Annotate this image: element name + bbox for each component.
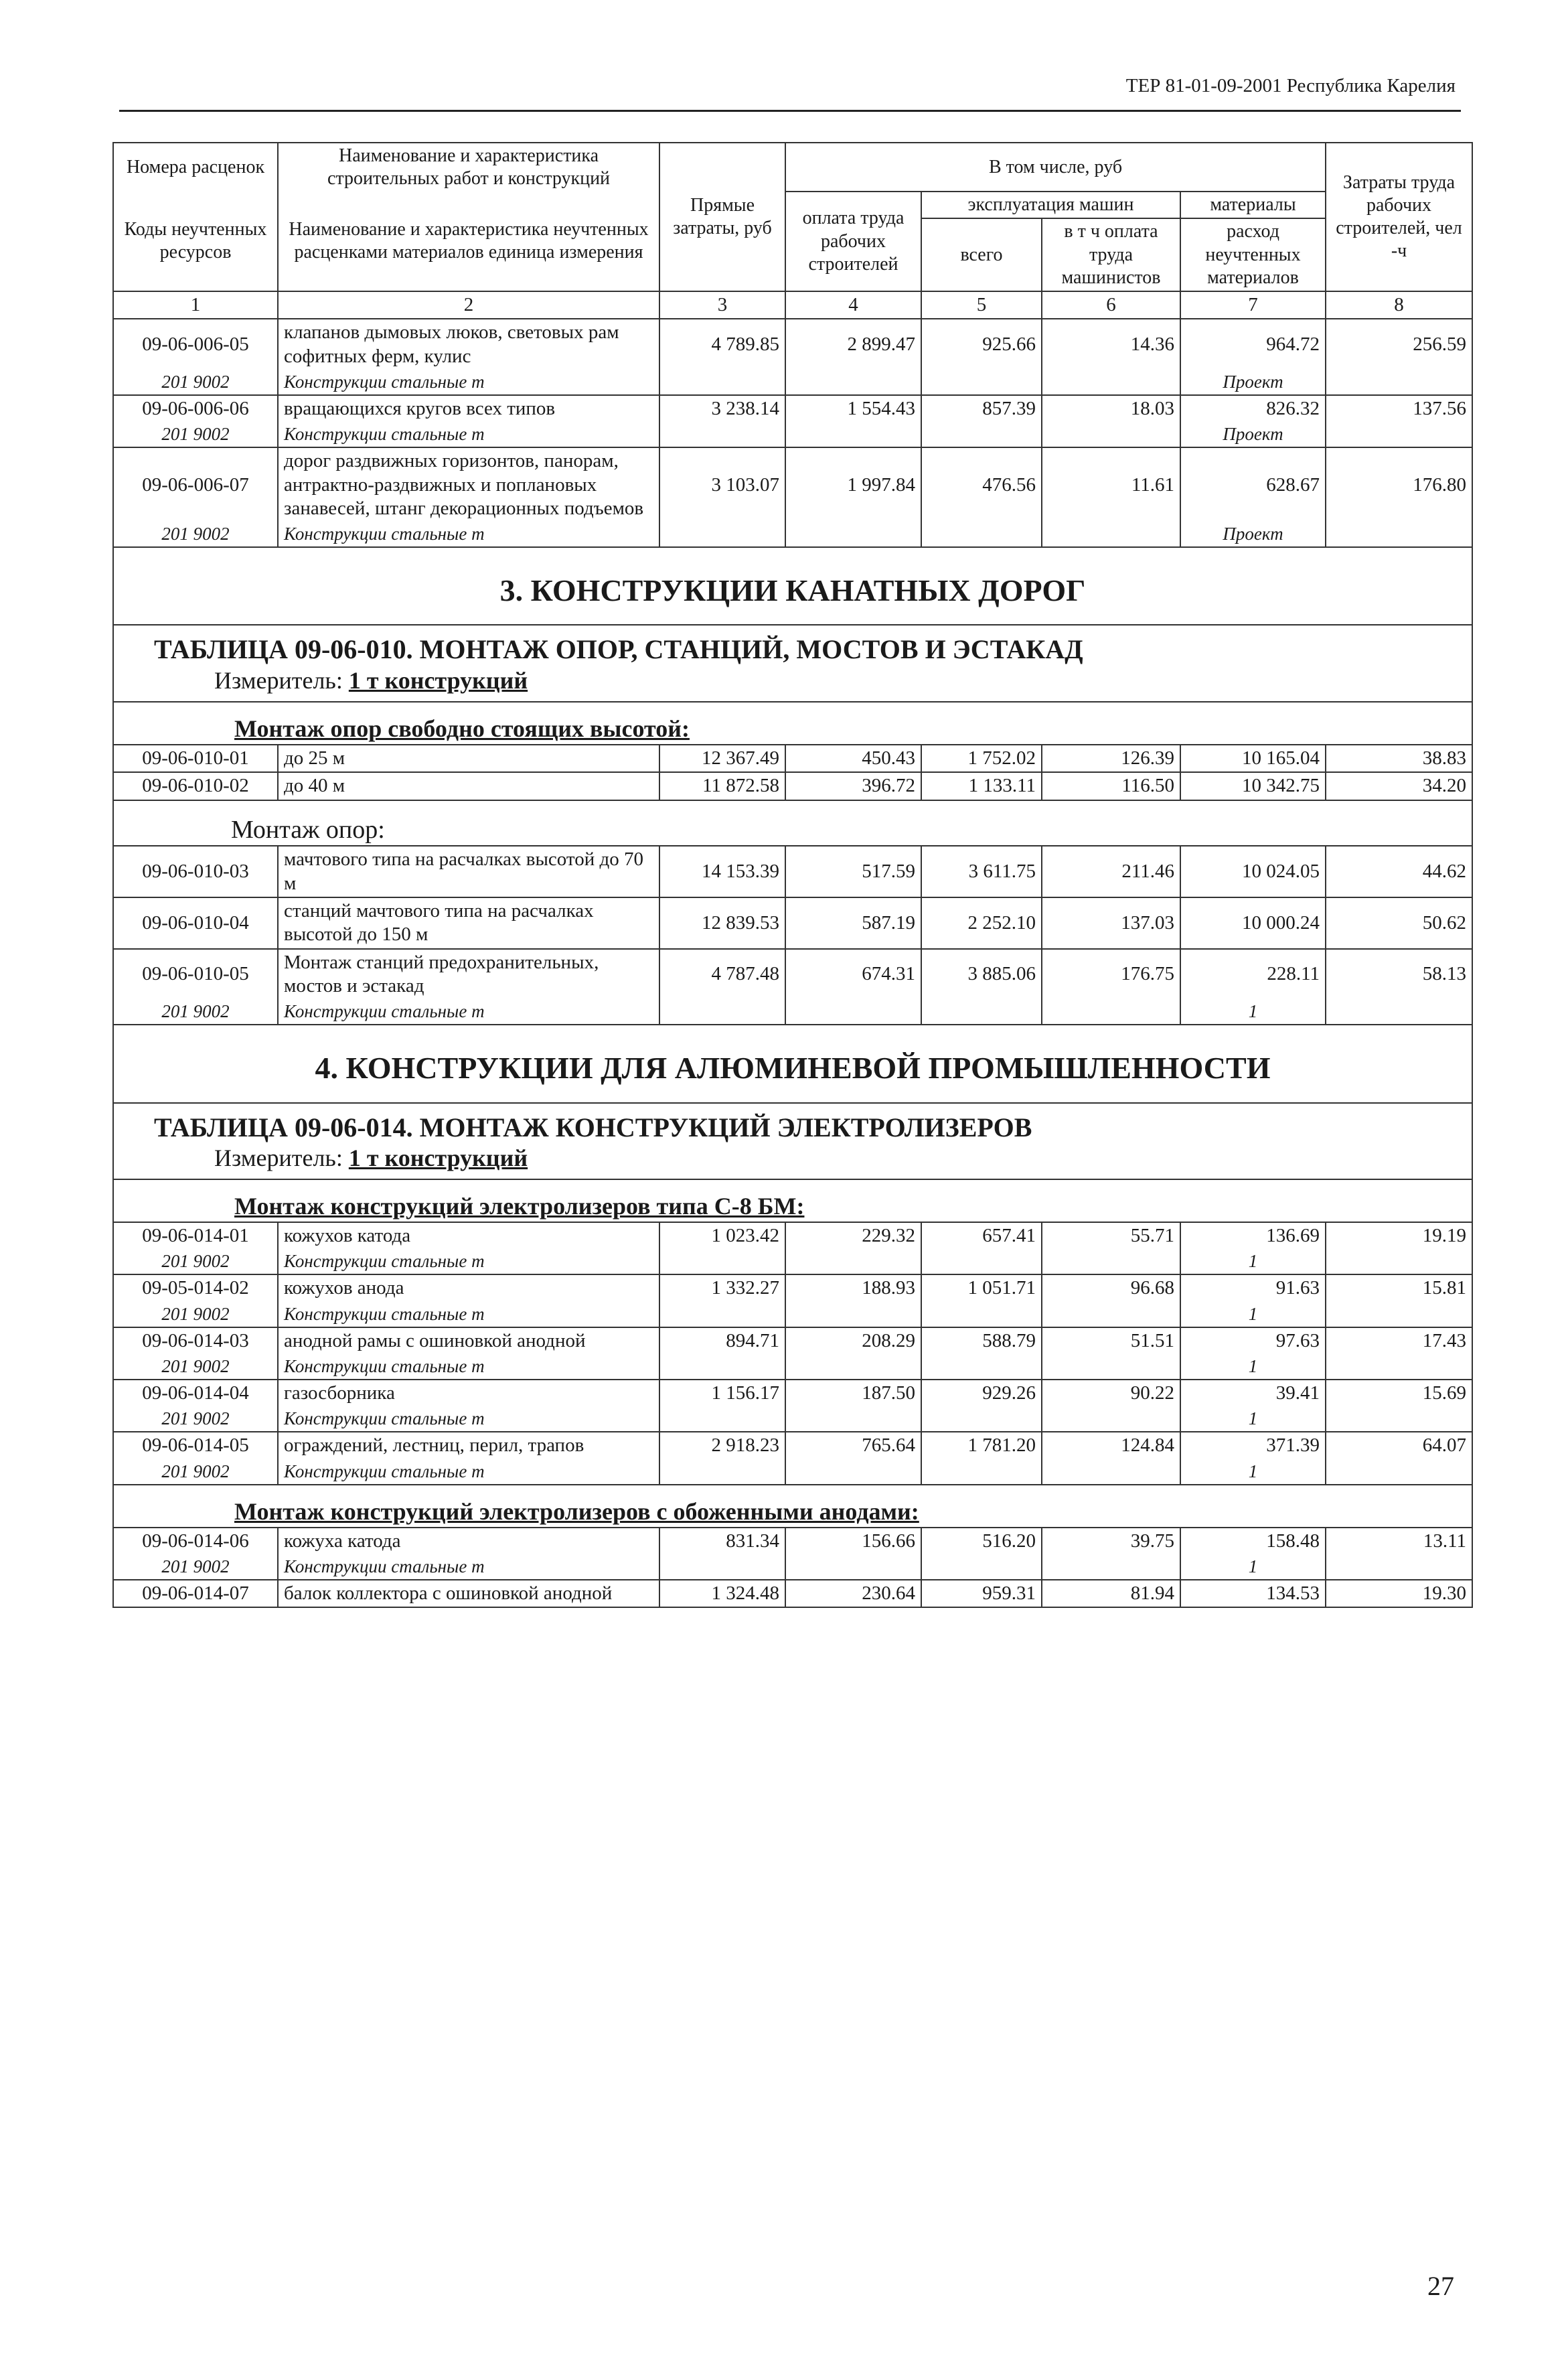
rate-code: 09-06-010-01 xyxy=(113,745,278,772)
wages: 674.31 xyxy=(785,949,921,1000)
table-row xyxy=(113,745,1472,772)
col-num: 5 xyxy=(921,291,1042,319)
wages: 1 554.43 xyxy=(785,395,921,422)
labor: 34.20 xyxy=(1326,772,1472,800)
resource-note: 1 xyxy=(1180,1406,1326,1432)
rate-code: 09-05-014-02 xyxy=(113,1274,278,1301)
header-wages: оплата труда рабочих строителей xyxy=(785,192,921,291)
resource-code: 201 9002 xyxy=(113,1406,278,1432)
wages: 2 899.47 xyxy=(785,319,921,370)
header-codes-alt: Коды неучтенных ресурсов xyxy=(113,192,278,291)
rate-name: дорог раздвижных горизонтов, панорам, антрактно-раздвижных и поплановых занавесей, штанг декорационных подъемов xyxy=(278,447,659,522)
materials: 10 342.75 xyxy=(1180,772,1326,800)
table-row xyxy=(113,1222,1472,1249)
measure-value: 1 т конструкций xyxy=(348,1145,528,1172)
table-row xyxy=(113,1327,1472,1354)
machinists: 14.36 xyxy=(1042,319,1180,370)
header-incl: В том числе, руб xyxy=(785,143,1326,192)
materials: 134.53 xyxy=(1180,1580,1326,1607)
machinists: 116.50 xyxy=(1042,772,1180,800)
machinists: 39.75 xyxy=(1042,1528,1180,1554)
resource-row xyxy=(113,1302,1472,1327)
machinists: 211.46 xyxy=(1042,846,1180,897)
direct-cost: 11 872.58 xyxy=(659,772,785,800)
machines: 588.79 xyxy=(921,1327,1042,1354)
header-machines-total: всего xyxy=(921,218,1042,291)
header-direct: Прямые затраты, руб xyxy=(659,143,785,291)
machinists: 137.03 xyxy=(1042,897,1180,949)
direct-cost: 1 332.27 xyxy=(659,1274,785,1301)
wages: 156.66 xyxy=(785,1528,921,1554)
rate-name: мачтового типа на расчалках высотой до 70 м xyxy=(278,846,659,897)
resource-code: 201 9002 xyxy=(113,422,278,447)
resource-note: 1 xyxy=(1180,1354,1326,1380)
group-title: Монтаж опор: xyxy=(113,800,1472,846)
resource-row xyxy=(113,422,1472,447)
wages: 229.32 xyxy=(785,1222,921,1249)
header-codes: Номера расценок xyxy=(113,143,278,192)
machinists: 11.61 xyxy=(1042,447,1180,522)
materials: 91.63 xyxy=(1180,1274,1326,1301)
rate-name: вращающихся кругов всех типов xyxy=(278,395,659,422)
resource-name: Конструкции стальные т xyxy=(278,1554,659,1580)
resource-code: 201 9002 xyxy=(113,1354,278,1380)
table-row xyxy=(113,846,1472,897)
resource-name: Конструкции стальные т xyxy=(278,999,659,1025)
rate-code: 09-06-014-03 xyxy=(113,1327,278,1354)
labor: 256.59 xyxy=(1326,319,1472,370)
group-title-text: Монтаж конструкций электролизеров с обоженными анодами: xyxy=(234,1497,919,1525)
table-row xyxy=(113,1380,1472,1406)
rate-code: 09-06-010-03 xyxy=(113,846,278,897)
direct-cost: 14 153.39 xyxy=(659,846,785,897)
direct-cost: 4 787.48 xyxy=(659,949,785,1000)
measure xyxy=(113,666,1472,702)
machines: 1 051.71 xyxy=(921,1274,1042,1301)
direct-cost: 4 789.85 xyxy=(659,319,785,370)
resource-name: Конструкции стальные т xyxy=(278,1406,659,1432)
page-number: 27 xyxy=(1427,2271,1454,2301)
table-row xyxy=(113,772,1472,800)
labor: 38.83 xyxy=(1326,745,1472,772)
table-row xyxy=(113,1274,1472,1301)
rate-code: 09-06-006-07 xyxy=(113,447,278,522)
col-num: 6 xyxy=(1042,291,1180,319)
resource-note: 1 xyxy=(1180,1459,1326,1485)
group-title xyxy=(113,702,1472,745)
resource-name: Конструкции стальные т xyxy=(278,522,659,547)
labor: 137.56 xyxy=(1326,395,1472,422)
machines: 2 252.10 xyxy=(921,897,1042,949)
rate-name: кожухов катода xyxy=(278,1222,659,1249)
direct-cost: 3 238.14 xyxy=(659,395,785,422)
header-labor: Затраты труда рабочих строителей, чел -ч xyxy=(1326,143,1472,291)
table-row xyxy=(113,949,1472,1000)
rate-name: ограждений, лестниц, перил, трапов xyxy=(278,1432,659,1459)
resource-note: 1 xyxy=(1180,1554,1326,1580)
header-rule xyxy=(119,110,1461,112)
resource-row xyxy=(113,1249,1472,1274)
machinists: 18.03 xyxy=(1042,395,1180,422)
resource-note: Проект xyxy=(1180,522,1326,547)
labor: 176.80 xyxy=(1326,447,1472,522)
wages: 396.72 xyxy=(785,772,921,800)
resource-note: 1 xyxy=(1180,1302,1326,1327)
materials: 228.11 xyxy=(1180,949,1326,1000)
resource-row xyxy=(113,1354,1472,1380)
resource-note: Проект xyxy=(1180,422,1326,447)
table-row xyxy=(113,319,1472,370)
resource-name: Конструкции стальные т xyxy=(278,370,659,395)
wages: 765.64 xyxy=(785,1432,921,1459)
wages: 1 997.84 xyxy=(785,447,921,522)
resource-code: 201 9002 xyxy=(113,522,278,547)
measure-label: Измеритель: xyxy=(214,667,343,694)
rate-name: Монтаж станций предохранительных, мостов и эстакад xyxy=(278,949,659,1000)
materials: 371.39 xyxy=(1180,1432,1326,1459)
materials: 826.32 xyxy=(1180,395,1326,422)
machinists: 55.71 xyxy=(1042,1222,1180,1249)
machinists: 126.39 xyxy=(1042,745,1180,772)
direct-cost: 894.71 xyxy=(659,1327,785,1354)
wages: 587.19 xyxy=(785,897,921,949)
group-title xyxy=(113,1485,1472,1528)
col-num: 7 xyxy=(1180,291,1326,319)
machinists: 51.51 xyxy=(1042,1327,1180,1354)
labor: 15.69 xyxy=(1326,1380,1472,1406)
table-row xyxy=(113,1432,1472,1459)
header-materials-alt: расход неучтенных материалов xyxy=(1180,218,1326,291)
group-title-text: Монтаж конструкций электролизеров типа С-8 БМ: xyxy=(234,1193,805,1220)
table-title: ТАБЛИЦА 09-06-014. МОНТАЖ КОНСТРУКЦИЙ ЭЛЕКТРОЛИЗЕРОВ xyxy=(113,1103,1472,1145)
resource-name: Конструкции стальные т xyxy=(278,1302,659,1327)
col-num: 8 xyxy=(1326,291,1472,319)
labor: 15.81 xyxy=(1326,1274,1472,1301)
direct-cost: 1 324.48 xyxy=(659,1580,785,1607)
table-row xyxy=(113,897,1472,949)
materials: 158.48 xyxy=(1180,1528,1326,1554)
machines: 476.56 xyxy=(921,447,1042,522)
resource-note: 1 xyxy=(1180,1249,1326,1274)
machines: 657.41 xyxy=(921,1222,1042,1249)
rate-name: до 25 м xyxy=(278,745,659,772)
rate-code: 09-06-006-06 xyxy=(113,395,278,422)
col-num: 4 xyxy=(785,291,921,319)
labor: 50.62 xyxy=(1326,897,1472,949)
materials: 628.67 xyxy=(1180,447,1326,522)
header-machinists: в т ч оплата труда машинистов xyxy=(1042,218,1180,291)
wages: 208.29 xyxy=(785,1327,921,1354)
col-num: 3 xyxy=(659,291,785,319)
rate-code: 09-06-014-04 xyxy=(113,1380,278,1406)
materials: 136.69 xyxy=(1180,1222,1326,1249)
labor: 58.13 xyxy=(1326,949,1472,1000)
rate-code: 09-06-006-05 xyxy=(113,319,278,370)
rate-code: 09-06-010-05 xyxy=(113,949,278,1000)
rate-code: 09-06-014-01 xyxy=(113,1222,278,1249)
resource-row xyxy=(113,1554,1472,1580)
rate-name: анодной рамы с ошиновкой анодной xyxy=(278,1327,659,1354)
rate-code: 09-06-014-05 xyxy=(113,1432,278,1459)
header-name: Наименование и характеристика строительных работ и конструкций xyxy=(278,143,659,192)
direct-cost: 3 103.07 xyxy=(659,447,785,522)
resource-code: 201 9002 xyxy=(113,1554,278,1580)
wages: 517.59 xyxy=(785,846,921,897)
rate-name: клапанов дымовых люков, световых рам софитных ферм, кулис xyxy=(278,319,659,370)
direct-cost: 2 918.23 xyxy=(659,1432,785,1459)
machinists: 90.22 xyxy=(1042,1380,1180,1406)
wages: 450.43 xyxy=(785,745,921,772)
resource-code: 201 9002 xyxy=(113,1459,278,1485)
machines: 857.39 xyxy=(921,395,1042,422)
machines: 3 885.06 xyxy=(921,949,1042,1000)
machines: 925.66 xyxy=(921,319,1042,370)
materials: 10 165.04 xyxy=(1180,745,1326,772)
resource-row xyxy=(113,522,1472,547)
materials: 10 024.05 xyxy=(1180,846,1326,897)
machinists: 176.75 xyxy=(1042,949,1180,1000)
wages: 230.64 xyxy=(785,1580,921,1607)
materials: 97.63 xyxy=(1180,1327,1326,1354)
rate-name: станций мачтового типа на расчалках высотой до 150 м xyxy=(278,897,659,949)
direct-cost: 831.34 xyxy=(659,1528,785,1554)
machines: 959.31 xyxy=(921,1580,1042,1607)
table-row xyxy=(113,395,1472,422)
wages: 188.93 xyxy=(785,1274,921,1301)
header-machines: эксплуатация машин xyxy=(921,192,1180,218)
rate-name: балок коллектора с ошиновкой анодной xyxy=(278,1580,659,1607)
rate-code: 09-06-010-04 xyxy=(113,897,278,949)
direct-cost: 12 367.49 xyxy=(659,745,785,772)
labor: 44.62 xyxy=(1326,846,1472,897)
rate-name: до 40 м xyxy=(278,772,659,800)
labor: 19.30 xyxy=(1326,1580,1472,1607)
document-title: ТЕР 81-01-09-2001 Республика Карелия xyxy=(1125,75,1456,96)
direct-cost: 1 023.42 xyxy=(659,1222,785,1249)
section-title: 4. КОНСТРУКЦИИ ДЛЯ АЛЮМИНЕВОЙ ПРОМЫШЛЕННОСТИ xyxy=(113,1025,1472,1102)
header-name-alt: Наименование и характеристика неучтенных расценками материалов единица измерения xyxy=(278,192,659,291)
resource-row xyxy=(113,1406,1472,1432)
materials: 964.72 xyxy=(1180,319,1326,370)
rate-code: 09-06-010-02 xyxy=(113,772,278,800)
labor: 17.43 xyxy=(1326,1327,1472,1354)
resource-row xyxy=(113,370,1472,395)
resource-name: Конструкции стальные т xyxy=(278,1249,659,1274)
machines: 3 611.75 xyxy=(921,846,1042,897)
rate-code: 09-06-014-06 xyxy=(113,1528,278,1554)
machines: 1 752.02 xyxy=(921,745,1042,772)
measure xyxy=(113,1144,1472,1179)
resource-code: 201 9002 xyxy=(113,370,278,395)
resource-name: Конструкции стальные т xyxy=(278,422,659,447)
rate-name: кожуха катода xyxy=(278,1528,659,1554)
wages: 187.50 xyxy=(785,1380,921,1406)
labor: 64.07 xyxy=(1326,1432,1472,1459)
resource-note: Проект xyxy=(1180,370,1326,395)
resource-row xyxy=(113,1459,1472,1485)
machinists: 96.68 xyxy=(1042,1274,1180,1301)
direct-cost: 1 156.17 xyxy=(659,1380,785,1406)
resource-name: Конструкции стальные т xyxy=(278,1354,659,1380)
resource-name: Конструкции стальные т xyxy=(278,1459,659,1485)
group-title-text: Монтаж опор свободно стоящих высотой: xyxy=(234,715,690,743)
table-row xyxy=(113,1528,1472,1554)
group-title xyxy=(113,1179,1472,1222)
materials: 10 000.24 xyxy=(1180,897,1326,949)
col-num: 2 xyxy=(278,291,659,319)
table-row xyxy=(113,447,1472,522)
labor: 13.11 xyxy=(1326,1528,1472,1554)
section-title: 3. КОНСТРУКЦИИ КАНАТНЫХ ДОРОГ xyxy=(113,547,1472,625)
resource-code: 201 9002 xyxy=(113,1302,278,1327)
table-title: ТАБЛИЦА 09-06-010. МОНТАЖ ОПОР, СТАНЦИЙ, МОСТОВ И ЭСТАКАД xyxy=(113,625,1472,666)
rate-name: газосборника xyxy=(278,1380,659,1406)
table-row xyxy=(113,1580,1472,1607)
rate-code: 09-06-014-07 xyxy=(113,1580,278,1607)
labor: 19.19 xyxy=(1326,1222,1472,1249)
materials: 39.41 xyxy=(1180,1380,1326,1406)
rates-table xyxy=(112,142,1473,1608)
measure-label: Измеритель: xyxy=(214,1145,343,1172)
machines: 1 133.11 xyxy=(921,772,1042,800)
machinists: 124.84 xyxy=(1042,1432,1180,1459)
resource-note: 1 xyxy=(1180,999,1326,1025)
machines: 929.26 xyxy=(921,1380,1042,1406)
header-materials: материалы xyxy=(1180,192,1326,218)
direct-cost: 12 839.53 xyxy=(659,897,785,949)
resource-row xyxy=(113,999,1472,1025)
machinists: 81.94 xyxy=(1042,1580,1180,1607)
machines: 1 781.20 xyxy=(921,1432,1042,1459)
resource-code: 201 9002 xyxy=(113,999,278,1025)
machines: 516.20 xyxy=(921,1528,1042,1554)
col-num: 1 xyxy=(113,291,278,319)
resource-code: 201 9002 xyxy=(113,1249,278,1274)
rate-name: кожухов анода xyxy=(278,1274,659,1301)
measure-value: 1 т конструкций xyxy=(348,667,528,694)
